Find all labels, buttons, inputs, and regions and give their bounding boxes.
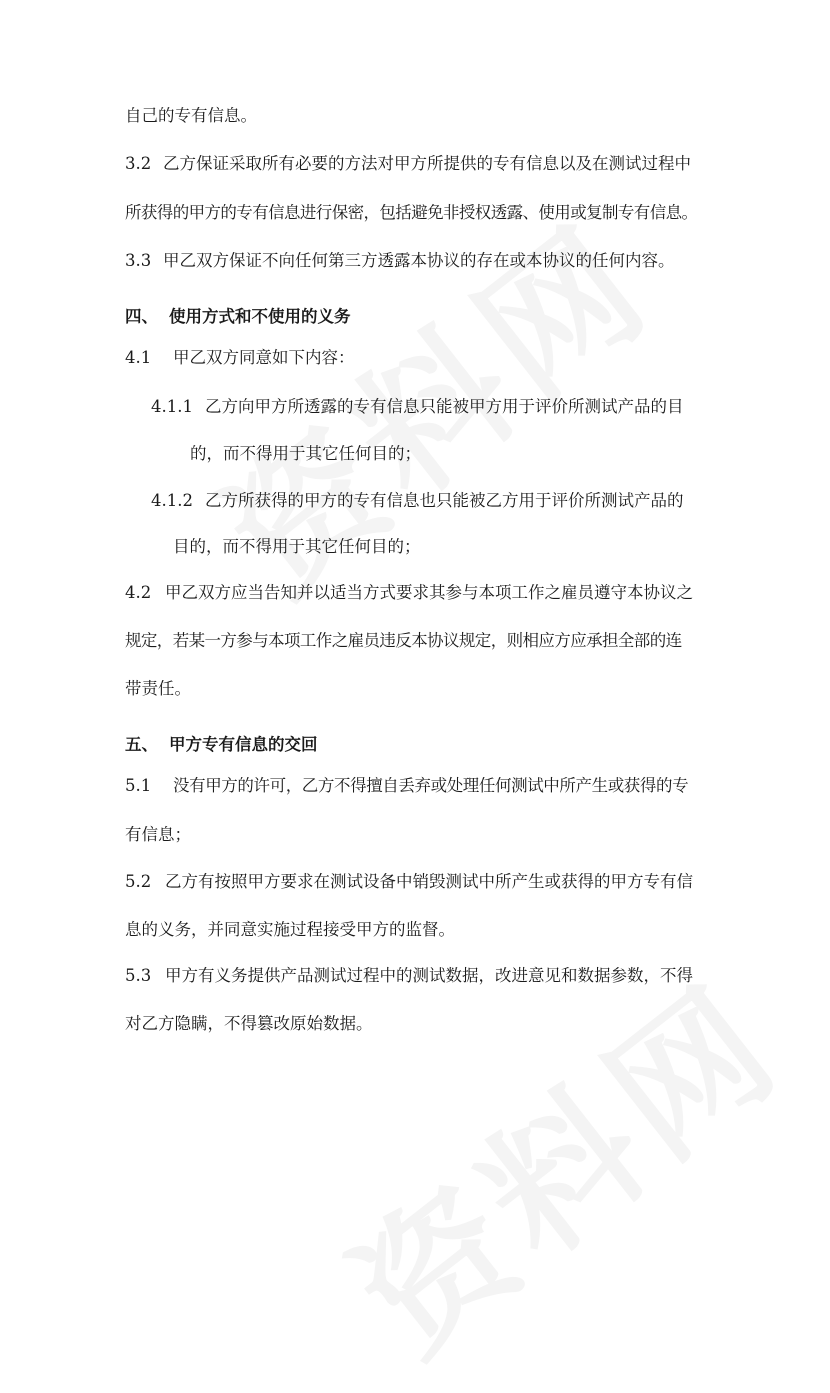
clause-number: 3.3 xyxy=(125,251,152,270)
section-number: 四、 xyxy=(125,307,158,326)
clause-number: 3.2 xyxy=(125,154,152,173)
clause-3-2 xyxy=(125,154,691,174)
paragraph-line xyxy=(125,1014,373,1034)
section-number: 五、 xyxy=(125,735,158,754)
clause-text: 甲乙双方应当告知并以适当方式要求其参与本项工作之雇员遵守本协议之 xyxy=(165,583,693,602)
clause-5-3 xyxy=(125,966,693,986)
clause-5-1 xyxy=(125,776,688,796)
section-title: 使用方式和不使用的义务 xyxy=(169,307,351,326)
clause-3-3 xyxy=(125,251,675,271)
clause-number: 4.1 xyxy=(125,348,152,367)
section-heading-4 xyxy=(125,307,351,327)
paragraph-text: 自己的专有信息。 xyxy=(125,106,257,125)
paragraph-text: 的，而不得用于其它任何目的； xyxy=(190,444,421,463)
paragraph-line xyxy=(125,920,455,940)
paragraph-text: 息的义务，并同意实施过程接受甲方的监督。 xyxy=(125,920,455,939)
paragraph-text: 有信息； xyxy=(125,825,191,844)
section-heading-5 xyxy=(125,735,318,755)
clause-number: 5.1 xyxy=(125,776,152,795)
paragraph-line xyxy=(125,679,191,699)
clause-4-1-1 xyxy=(151,397,684,417)
clause-number: 5.2 xyxy=(125,872,152,891)
paragraph-text: 带责任。 xyxy=(125,679,191,698)
clause-4-2 xyxy=(125,583,693,603)
paragraph-line xyxy=(125,631,682,651)
clause-4-1-2 xyxy=(151,491,684,511)
clause-text: 乙方向甲方所透露的专有信息只能被甲方用于评价所测试产品的目 xyxy=(205,397,684,416)
paragraph-line xyxy=(173,537,421,557)
clause-text: 没有甲方的许可，乙方不得擅自丢弃或处理任何测试中所产生或获得的专 xyxy=(173,776,689,795)
clause-number: 4.1.1 xyxy=(151,397,193,416)
clause-text: 甲乙双方同意如下内容： xyxy=(173,348,355,367)
clause-text: 乙方保证采取所有必要的方法对甲方所提供的专有信息以及在测试过程中 xyxy=(163,154,691,173)
section-title: 甲方专有信息的交回 xyxy=(169,735,318,754)
watermark-bottom xyxy=(304,927,815,1393)
clause-text: 乙方所获得的甲方的专有信息也只能被乙方用于评价所测试产品的 xyxy=(205,491,684,510)
clause-text: 乙方有按照甲方要求在测试设备中销毁测试中所产生或获得的甲方专有信 xyxy=(165,872,693,891)
clause-4-1 xyxy=(125,348,355,368)
clause-text: 甲方有义务提供产品测试过程中的测试数据，改进意见和数据参数，不得 xyxy=(165,966,693,985)
clause-number: 5.3 xyxy=(125,966,152,985)
clause-number: 4.1.2 xyxy=(151,491,193,510)
clause-text: 甲乙双方保证不向任何第三方透露本协议的存在或本协议的任何内容。 xyxy=(163,251,675,270)
clause-number: 4.2 xyxy=(125,583,152,602)
paragraph-line xyxy=(125,106,257,126)
paragraph-text: 所获得的甲方的专有信息进行保密，包括避免非授权透露、使用或复制专有信息。 xyxy=(125,203,698,222)
paragraph-line xyxy=(125,825,191,845)
paragraph-text: 对乙方隐瞒，不得篡改原始数据。 xyxy=(125,1014,373,1033)
clause-5-2 xyxy=(125,872,693,892)
paragraph-text: 规定，若某一方参与本项工作之雇员违反本协议规定，则相应方应承担全部的连 xyxy=(125,631,682,650)
paragraph-line xyxy=(125,203,697,223)
paragraph-text: 目的，而不得用于其它任何目的； xyxy=(173,537,421,556)
paragraph-line xyxy=(190,444,421,464)
